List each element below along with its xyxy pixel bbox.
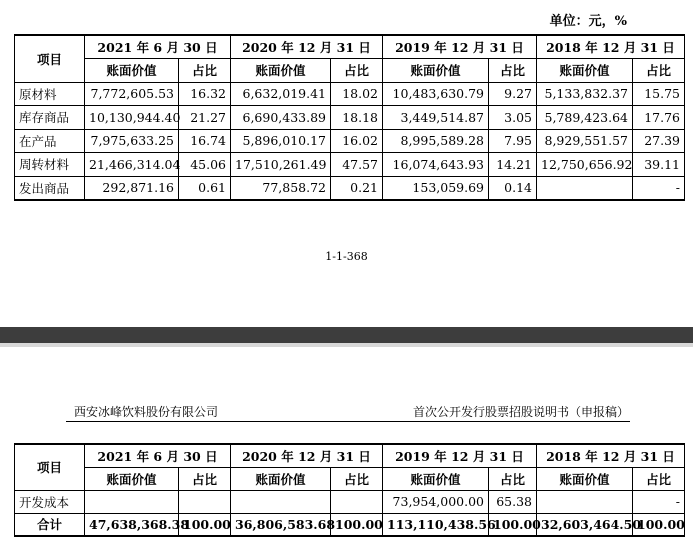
table-row (15, 82, 685, 106)
ratio-cell: - (633, 490, 685, 513)
book-value-cell: 77,858.72 (231, 176, 331, 200)
ratio-cell: - (633, 176, 685, 200)
value-header: 账面价值 (231, 59, 331, 83)
book-value-cell: 7,975,633.25 (85, 129, 179, 153)
page-number: 1-1-368 (325, 250, 368, 263)
ratio-cell: 0.14 (489, 176, 537, 200)
book-value-cell: 5,789,423.64 (537, 106, 633, 130)
unit-note: 单位：元，% (549, 14, 627, 29)
table-row (15, 153, 685, 177)
ratio-header: 占比 (179, 467, 231, 490)
value-header: 账面价值 (85, 59, 179, 83)
ratio-cell: 17.76 (633, 106, 685, 130)
book-value-cell: 47,638,368.38 (85, 513, 179, 536)
ratio-cell: 18.02 (331, 82, 383, 106)
book-value-cell: 113,110,438.56 (383, 513, 489, 536)
ratio-cell: 3.05 (489, 106, 537, 130)
book-value-cell: 8,929,551.57 (537, 129, 633, 153)
ratio-cell (179, 490, 231, 513)
book-value-cell (537, 490, 633, 513)
ratio-cell: 14.21 (489, 153, 537, 177)
ratio-header: 占比 (489, 59, 537, 83)
value-header: 账面价值 (383, 467, 489, 490)
ratio-cell: 9.27 (489, 82, 537, 106)
book-value-cell: 32,603,464.50 (537, 513, 633, 536)
ratio-cell: 0.21 (331, 176, 383, 200)
book-value-cell: 8,995,589.28 (383, 129, 489, 153)
book-value-cell: 3,449,514.87 (383, 106, 489, 130)
book-value-cell: 16,074,643.93 (383, 153, 489, 177)
table-row (15, 106, 685, 130)
book-value-cell: 6,690,433.89 (231, 106, 331, 130)
row-label: 库存商品 (15, 106, 85, 130)
row-label: 在产品 (15, 129, 85, 153)
ratio-cell: 21.27 (179, 106, 231, 130)
book-value-cell: 10,483,630.79 (383, 82, 489, 106)
ratio-cell: 39.11 (633, 153, 685, 177)
book-value-cell: 153,059.69 (383, 176, 489, 200)
ratio-cell: 100.00 (179, 513, 231, 536)
ratio-cell: 16.32 (179, 82, 231, 106)
row-label: 发出商品 (15, 176, 85, 200)
ratio-cell: 100.00 (633, 513, 685, 536)
ratio-cell: 7.95 (489, 129, 537, 153)
book-value-cell: 292,871.16 (85, 176, 179, 200)
ratio-header: 占比 (331, 59, 383, 83)
book-value-cell: 73,954,000.00 (383, 490, 489, 513)
ratio-cell: 16.02 (331, 129, 383, 153)
ratio-header: 占比 (633, 59, 685, 83)
row-label: 开发成本 (15, 490, 85, 513)
ratio-header: 占比 (331, 467, 383, 490)
book-value-cell (85, 490, 179, 513)
item-header: 项目 (15, 444, 85, 490)
value-header: 账面价值 (537, 59, 633, 83)
book-value-cell: 5,896,010.17 (231, 129, 331, 153)
inventory-table-top (14, 34, 685, 201)
book-value-cell: 7,772,605.53 (85, 82, 179, 106)
book-value-cell (231, 490, 331, 513)
header-rule (66, 421, 630, 422)
book-value-cell: 5,133,832.37 (537, 82, 633, 106)
value-header: 账面价值 (231, 467, 331, 490)
period-header: 2021 年 6 月 30 日 (85, 35, 231, 59)
period-header: 2018 年 12 月 31 日 (537, 444, 685, 467)
table-row (15, 129, 685, 153)
company-name: 西安冰峰饮料股份有限公司 (74, 405, 219, 419)
value-header: 账面价值 (85, 467, 179, 490)
book-value-cell: 12,750,656.92 (537, 153, 633, 177)
row-label: 原材料 (15, 82, 85, 106)
page-separator (0, 327, 693, 343)
book-value-cell: 21,466,314.04 (85, 153, 179, 177)
book-value-cell: 6,632,019.41 (231, 82, 331, 106)
ratio-header: 占比 (179, 59, 231, 83)
ratio-cell: 100.00 (489, 513, 537, 536)
ratio-cell: 16.74 (179, 129, 231, 153)
table-row (15, 176, 685, 200)
ratio-cell: 100.00 (331, 513, 383, 536)
ratio-cell: 45.06 (179, 153, 231, 177)
document-title: 首次公开发行股票招股说明书（申报稿） (412, 405, 629, 419)
book-value-cell: 10,130,944.40 (85, 106, 179, 130)
ratio-header: 占比 (633, 467, 685, 490)
item-header: 项目 (15, 35, 85, 82)
ratio-cell: 47.57 (331, 153, 383, 177)
ratio-cell: 27.39 (633, 129, 685, 153)
period-header: 2021 年 6 月 30 日 (85, 444, 231, 467)
ratio-cell: 15.75 (633, 82, 685, 106)
table-row (15, 490, 685, 513)
period-header: 2020 年 12 月 31 日 (231, 444, 383, 467)
period-header: 2019 年 12 月 31 日 (383, 444, 537, 467)
page-separator-shadow (0, 343, 693, 347)
table-row (15, 513, 685, 536)
row-label: 周转材料 (15, 153, 85, 177)
value-header: 账面价值 (537, 467, 633, 490)
period-header: 2018 年 12 月 31 日 (537, 35, 685, 59)
ratio-header: 占比 (489, 467, 537, 490)
book-value-cell: 17,510,261.49 (231, 153, 331, 177)
book-value-cell: 36,806,583.68 (231, 513, 331, 536)
value-header: 账面价值 (383, 59, 489, 83)
period-header: 2019 年 12 月 31 日 (383, 35, 537, 59)
book-value-cell (537, 176, 633, 200)
inventory-table-bottom (14, 443, 685, 537)
ratio-cell: 65.38 (489, 490, 537, 513)
ratio-cell (331, 490, 383, 513)
period-header: 2020 年 12 月 31 日 (231, 35, 383, 59)
ratio-cell: 0.61 (179, 176, 231, 200)
ratio-cell: 18.18 (331, 106, 383, 130)
row-label: 合计 (15, 513, 85, 536)
